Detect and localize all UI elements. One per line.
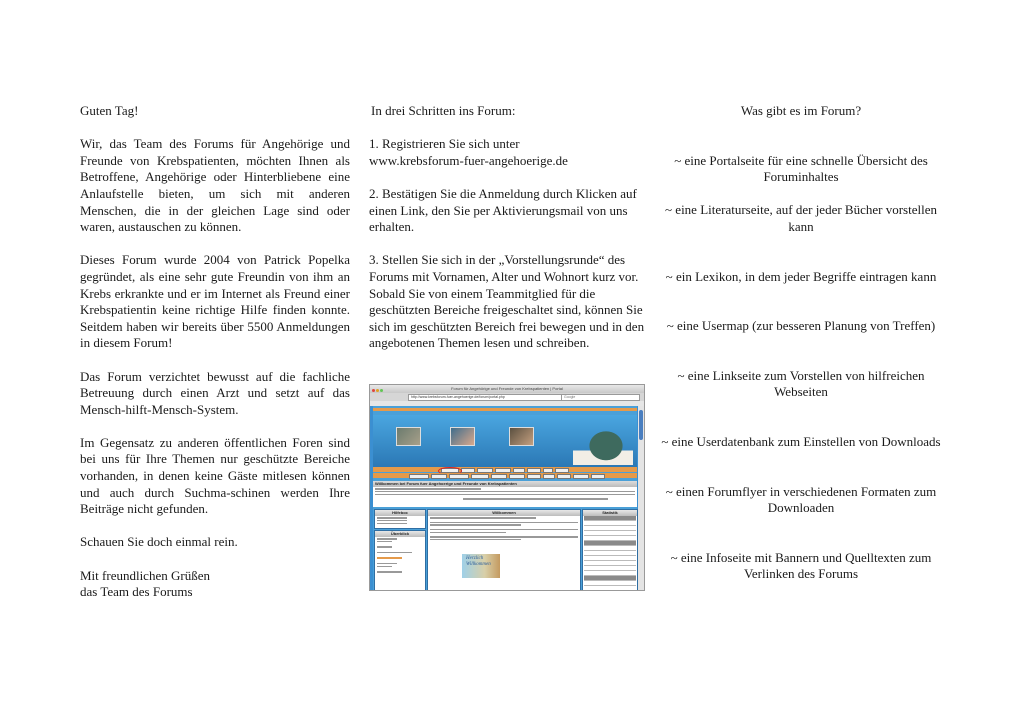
overview-box: Überblick bbox=[374, 530, 426, 591]
zoom-dot-icon bbox=[380, 389, 383, 392]
browser-search: Google bbox=[561, 394, 640, 401]
banner-person-image bbox=[573, 417, 633, 465]
forum-page bbox=[373, 406, 637, 591]
browser-titlebar bbox=[370, 385, 644, 393]
address-bar: http://www.krebsforum-fuer-angehoerige.de/forum/portal.php bbox=[408, 394, 567, 401]
feature-item-portal: ~ eine Portalseite für eine schnelle Übersicht des Foruminhaltes bbox=[674, 152, 928, 185]
features-heading: Was gibt es im Forum? bbox=[740, 103, 862, 118]
step-2: 2. Bestätigen Sie die Anmeldung durch Klicken auf einen Link, den Sie per Aktivierungsmail von uns erhalten. bbox=[369, 185, 637, 235]
privacy-paragraph: Im Gegensatz zu anderen öffentlichen Foren sind bei uns für Ihre Themen nur geschützte Bereiche vorhanden, in denen keine Gäste mitlesen können und auch durch Suchma-schinen werden Ihre Beiträge nicht gefunden. bbox=[80, 434, 350, 517]
history-paragraph: Dieses Forum wurde 2004 von Patrick Popelka gegründet, als eine sehr gute Freundin von ihm an Krebs erkrankte und er im Internet als Freund einer Krebspatientin keine richtige Hilfe finden konnte. Seitdem haben wir bereits über 5500 Anmeldungen in diesem Forum! bbox=[80, 252, 350, 351]
statistics-box: Statistik bbox=[582, 509, 638, 591]
invitation-text: Schauen Sie doch einmal rein. bbox=[80, 534, 238, 550]
welcome-column bbox=[80, 103, 350, 601]
browser-toolbar bbox=[370, 393, 644, 401]
minimize-dot-icon bbox=[376, 389, 379, 392]
welcome-heading: Willkommen bei Forum fuer Angehoerige und Freunde von Krebspatienten bbox=[373, 481, 637, 487]
center-box: Willkommen Herzlich Willkommen bbox=[427, 509, 581, 591]
welcome-section bbox=[373, 481, 637, 507]
step-3: 3. Stellen Sie sich in der „Vorstellungsrunde“ des Forums mit Vornamen, Alter und Wohnort kurz vor. Sobald Sie von einem Teammitglied für die geschützten Bereiche freigeschaltet sind, können Sie sich im geschützten Bereich frei bewegen und in den angebotenen Themen lesen und schreiben. bbox=[369, 252, 645, 351]
feature-item-usermap: ~ eine Usermap (zur besseren Planung von Treffen) bbox=[666, 318, 936, 334]
steps-heading: In drei Schritten ins Forum: bbox=[371, 103, 516, 118]
closing-signature: das Team des Forums bbox=[80, 584, 193, 600]
steps-column bbox=[369, 103, 649, 352]
nav-row-1 bbox=[373, 467, 637, 472]
step-1: 1. Registrieren Sie sich unter bbox=[369, 136, 520, 152]
feature-item-downloads: ~ eine Userdatenbank zum Einstellen von Downloads bbox=[661, 433, 941, 449]
forum-screenshot bbox=[369, 384, 645, 591]
forum-url-link[interactable]: www.krebsforum-fuer-angehoerige.de bbox=[369, 152, 568, 168]
orange-stripe bbox=[373, 408, 637, 411]
approach-paragraph: Das Forum verzichtet bewusst auf die fachliche Betreuung durch einen Arzt und setzt auf das Mensch-hilft-Mensch-System. bbox=[80, 368, 350, 417]
banner-photo-hand bbox=[450, 427, 475, 446]
feature-item-links: ~ eine Linkseite zum Vorstellen von hilfreichen Webseiten bbox=[677, 367, 925, 400]
close-dot-icon bbox=[372, 389, 375, 392]
screenshot-scrollbar bbox=[638, 406, 644, 591]
feature-item-infopage: ~ eine Infoseite mit Bannern und Quelltexten zum Verlinken des Forums bbox=[670, 549, 932, 582]
feature-item-lexicon: ~ ein Lexikon, in dem jeder Begriffe eintragen kann bbox=[665, 268, 937, 284]
help-box: Hilfeboc bbox=[374, 509, 426, 529]
feature-item-flyer: ~ einen Forumflyer in verschiedenen Formaten zum Downloaden bbox=[665, 483, 937, 516]
features-column bbox=[652, 103, 950, 583]
nav-row-2 bbox=[373, 473, 637, 478]
browser-window-title: Forum für Angehörige und Freunde von Krebspatienten | Portal bbox=[451, 386, 563, 391]
forum-banner bbox=[373, 415, 637, 467]
feature-item-literature: ~ eine Literaturseite, auf der jeder Bücher vorstellen kann bbox=[665, 202, 937, 234]
intro-paragraph: Wir, das Team des Forums für Angehörige und Freunde von Krebspatienten, möchten Ihnen als Betroffene, Angehörige oder Hinterbliebene eine Anlaufstelle bieten, um sich mit anderen Menschen, die in der gleichen Lage sind oder waren, austauschen zu können. bbox=[80, 136, 350, 235]
banner-photo-couple bbox=[509, 427, 534, 446]
banner-photo-face bbox=[396, 427, 421, 446]
greeting: Guten Tag! bbox=[80, 103, 139, 118]
closing-greeting: Mit freundlichen Grüßen bbox=[80, 567, 210, 583]
welcome-image: Herzlich Willkommen bbox=[462, 554, 500, 578]
